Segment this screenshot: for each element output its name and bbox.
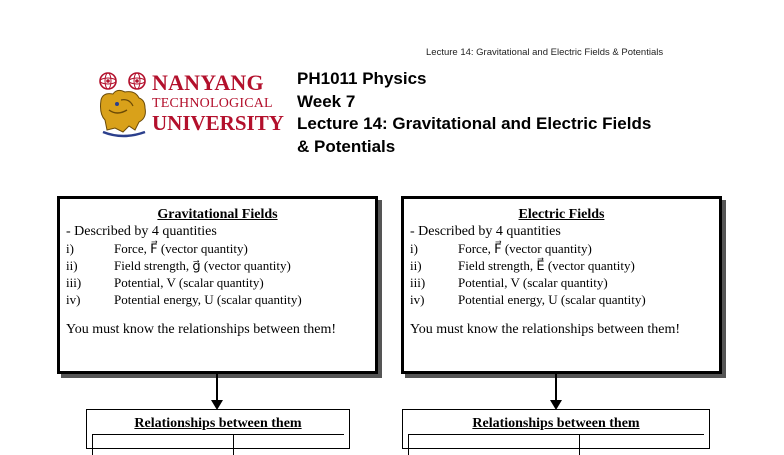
relationships-table (408, 434, 704, 455)
panel-note: You must know the relationships between them! (66, 322, 336, 337)
panel-heading: Gravitational Fields (157, 207, 278, 222)
relationships-heading: Relationships between them (472, 416, 640, 431)
relationships-table (92, 434, 344, 455)
quantity-index: iv) (66, 292, 81, 307)
panel-note: You must know the relationships between them! (410, 322, 680, 337)
down-arrow-icon (550, 374, 562, 410)
document-title (297, 68, 651, 158)
panel-heading: Electric Fields (518, 207, 605, 222)
quantity-item (60, 274, 375, 291)
quantity-text: Potential energy, U (scalar quantity) (114, 292, 302, 307)
quantity-text: Potential, V (scalar quantity) (114, 275, 264, 290)
lecture-title-continued: & Potentials (297, 136, 396, 156)
quantity-index: ii) (410, 258, 422, 273)
panel-subtitle: - Described by 4 quantities (66, 224, 217, 239)
gravitational-fields-panel (57, 196, 378, 374)
relationships-box-gravitational (86, 409, 350, 449)
course-title: PH1011 Physics (297, 69, 427, 88)
quantity-text: Force, F⃗ (vector quantity) (114, 241, 248, 256)
panel-subtitle: - Described by 4 quantities (410, 224, 561, 239)
university-logo (95, 70, 283, 140)
quantity-index: ii) (66, 258, 78, 273)
quantity-text: Field strength, g⃗ (vector quantity) (114, 258, 291, 273)
lecture-title: Lecture 14: Gravitational and Electric Fields (297, 114, 652, 133)
quantity-index: iv) (410, 292, 425, 307)
relationships-box-electric (402, 409, 710, 449)
week-title: Week 7 (297, 91, 356, 111)
quantity-item (60, 257, 375, 274)
quantity-text: Potential energy, U (scalar quantity) (458, 292, 646, 307)
logo-line-1: NANYANG (152, 70, 264, 95)
quantity-text: Potential, V (scalar quantity) (458, 275, 608, 290)
relationships-heading: Relationships between them (134, 416, 302, 431)
quantity-index: i) (66, 241, 74, 256)
logo-wordmark (152, 72, 283, 134)
quantity-text: Force, F⃗ (vector quantity) (458, 241, 592, 256)
quantity-item (404, 257, 719, 274)
down-arrow-icon (211, 374, 223, 410)
quantity-index: iii) (410, 275, 426, 290)
quantity-item (404, 291, 719, 308)
electric-fields-panel (401, 196, 722, 374)
quantity-index: i) (410, 241, 418, 256)
quantity-item (404, 274, 719, 291)
lion-crest-icon (95, 70, 151, 140)
quantity-item (60, 240, 375, 257)
quantity-text: Field strength, E⃗ (vector quantity) (458, 258, 635, 273)
logo-line-2: TECHNOLOGICAL (152, 96, 273, 111)
quantity-item (60, 291, 375, 308)
quantity-item (404, 240, 719, 257)
logo-line-3: UNIVERSITY (152, 111, 284, 135)
quantity-index: iii) (66, 275, 82, 290)
running-header: Lecture 14: Gravitational and Electric Fields & Potentials (426, 47, 664, 58)
